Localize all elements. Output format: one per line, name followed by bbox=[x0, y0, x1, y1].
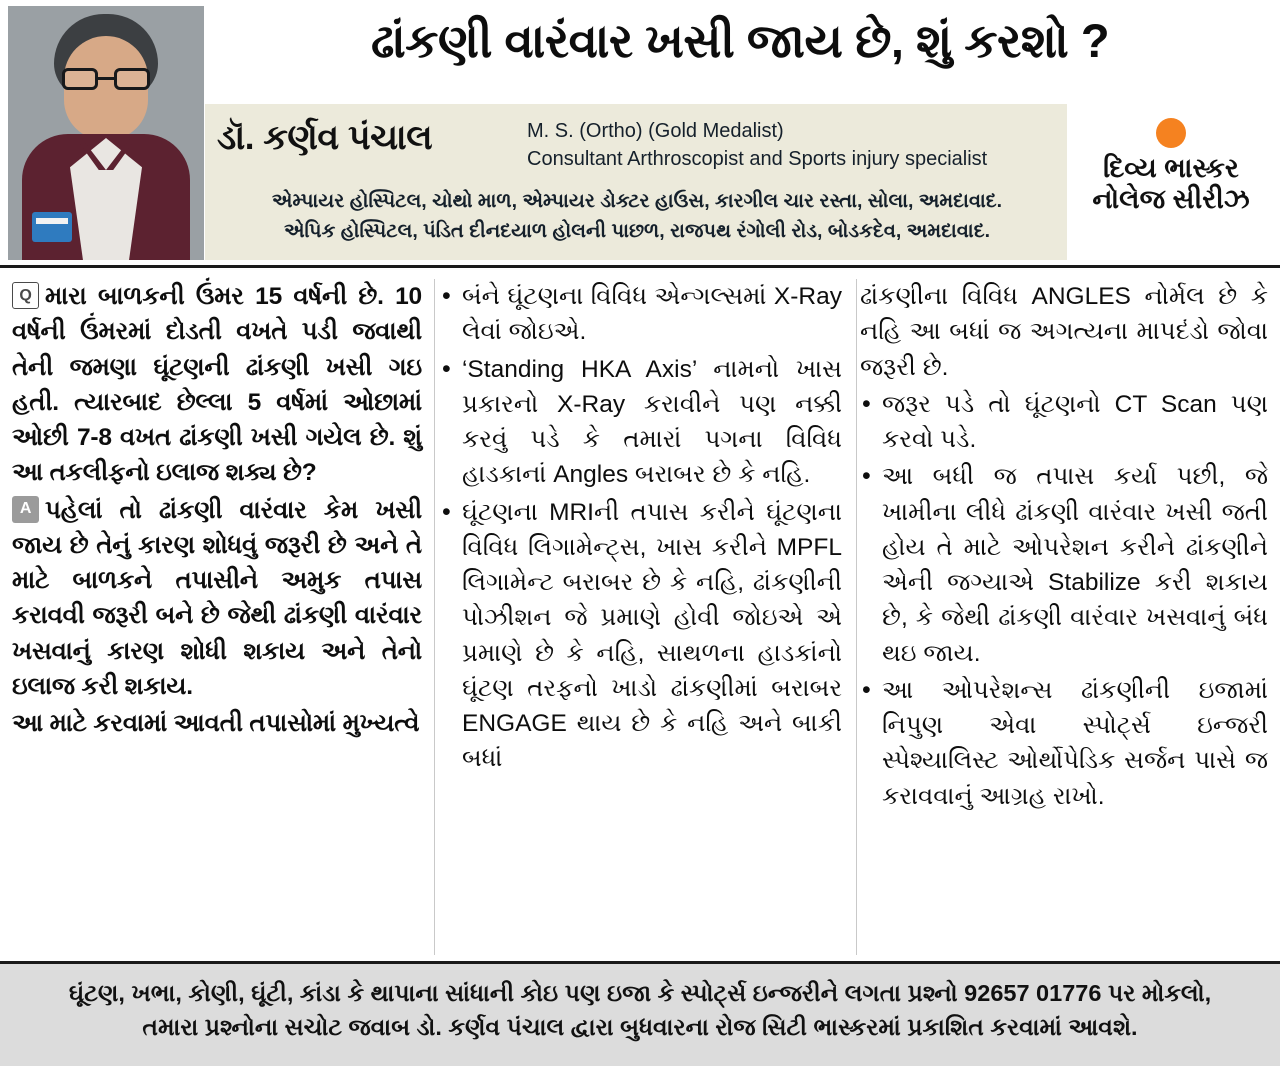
article-header bbox=[0, 0, 1280, 268]
glasses-right-lens bbox=[114, 68, 150, 90]
doctor-credential-degree: M. S. (Ortho) (Gold Medalist) bbox=[527, 120, 784, 142]
answer-badge: A bbox=[12, 496, 39, 523]
clinic-address-line-1: એમ્પાયર હોસ્પિટલ, ચોથો માળ, એમ્પાયર ડોક્ટર હાઉસ, કારગીલ ચાર રસ્તા, સોલા, અમદાવાદ. bbox=[271, 190, 1003, 212]
list-item: • જરૂર પડે તો ઘૂંટણનો CT Scan પણ કરવો પડે. bbox=[860, 387, 1268, 458]
doctor-credential-role: Consultant Arthroscopist and Sports injury specialist bbox=[527, 148, 988, 170]
clinic-address-line-2: એપિક હોસ્પિટલ, પંડિત દીનદયાળ હોલની પાછળ, રાજપથ રંગોલી રોડ, બોડકદેવ, અમદાવાદ. bbox=[283, 220, 991, 242]
list-item: • બંને ઘૂંટણના વિવિધ એન્ગલ્સમાં X-Ray લેવાં જોઇએ. bbox=[440, 279, 842, 350]
doctor-info-band bbox=[205, 104, 1067, 260]
list-item: • ઘૂંટણના MRIની તપાસ કરીને ઘૂંટણના વિવિધ લિગામેન્ટ્સ, ખાસ કરીને MPFL લિગામેન્ટ બરાબર છે કે નહિ, ઢાંકણીની પોઝીશન જે પ્રમાણે હોવી જોઇએ એ પ્રમાણે છે કે નહિ, સાથળના હાડકાંનો ઘૂંટણ તરફનો ખાડો ઢાંકણીમાં બરાબર ENGAGE થાય છે કે નહિ અને બાકી બધાં bbox=[440, 495, 842, 777]
portrait-id-badge-strip bbox=[36, 218, 68, 224]
portrait-id-badge bbox=[32, 212, 72, 242]
article-column-2 bbox=[440, 279, 842, 961]
publication-brand bbox=[1072, 118, 1270, 215]
list-item: • આ બધી જ તપાસ કર્યા પછી, જે ખામીના લીધે ઢાંકણી વારંવાર ખસી જતી હોય તે માટે ઓપરેશન કરીને ઢાંકણીને એની જગ્યાએ Stabilize કરી શકાય છે, કે જેથી ઢાંકણી વારંવાર ખસવાનું બંધ થઇ જાય. bbox=[860, 459, 1268, 671]
list-item: • આ ઓપરેશન્સ ઢાંકણીની ઇજામાં નિપુણ એવા સ્પોર્ટ્સ ઇન્જરી સ્પેશ્યાલિસ્ટ ઓર્થોપેડિક સર્જન પાસે જ કરાવવાનું આગ્રહ રાખો. bbox=[860, 673, 1268, 814]
portrait-glasses bbox=[62, 68, 150, 90]
list-item: ઢાંકણીના વિવિધ ANGLES નોર્મલ છે કે નહિ આ બધાં જ અગત્યના માપદંડો જોવા જરૂરી છે. bbox=[860, 283, 1268, 381]
glasses-left-lens bbox=[62, 68, 98, 90]
answer-paragraph bbox=[12, 493, 422, 705]
page-title: ઢાંકણી વારંવાર ખસી જાય છે, શું કરશો ? bbox=[370, 14, 1110, 67]
answer-paragraph-2: આ માટે કરવામાં આવતી તપાસોમાં મુખ્યત્વે bbox=[12, 710, 420, 738]
bullet-list-column-2 bbox=[440, 279, 842, 777]
question-badge: Q bbox=[12, 282, 39, 309]
question-text: મારા બાળકની ઉંમર 15 વર્ષની છે. 10 વર્ષની ઉંમરમાં દોડતી વખતે પડી જવાથી તેની જમણા ઘૂંટણની ઢાંકણી ખસી ગઇ હતી. ત્યારબાદ છેલ્લા 5 વર્ષમાં ઓછામાં ઓછી 7-8 વખત ઢાંકણી ખસી ગયેલ છે. શું આ તકલીફનો ઇલાજ શક્ય છે? bbox=[12, 283, 422, 487]
article-footer bbox=[0, 961, 1280, 1066]
footer-line-1: ઘૂંટણ, ખભા, કોણી, ઘૂંટી, કાંડા કે થાપાના સાંધાની કોઇ પણ ઇજા કે સ્પોર્ટ્સ ઇન્જરીને લગતા પ્રશ્નો 92657 01776 પર મોકલો, bbox=[68, 980, 1212, 1006]
article-column-3 bbox=[860, 279, 1268, 961]
sun-icon bbox=[1156, 118, 1186, 148]
doctor-name: ડૉ. કર્ણવ પંચાલ bbox=[217, 118, 433, 157]
list-item: • ‘Standing HKA Axis’ નામનો ખાસ પ્રકારનો X-Ray કરાવીને પણ નક્કી કરવું પડે કે તમારાં પગના વિવિધ હાડકાનાં Angles બરાબર છે કે નહિ. bbox=[440, 352, 842, 493]
article-body bbox=[0, 271, 1280, 961]
article-column-1 bbox=[12, 279, 422, 961]
brand-name: દિવ્ય ભાસ્કર bbox=[1103, 153, 1239, 183]
bullet-list-column-3 bbox=[860, 279, 1268, 814]
doctor-photo bbox=[8, 6, 204, 260]
question-paragraph bbox=[12, 279, 422, 491]
glasses-bridge bbox=[98, 77, 114, 80]
brand-series-name: નોલેજ સીરીઝ bbox=[1092, 183, 1250, 214]
footer-line-2: તમારા પ્રશ્નોના સચોટ જવાબ ડો. કર્ણવ પંચાલ દ્વારા બુધવારના રોજ સિટી ભાસ્કરમાં પ્રકાશિત કરવામાં આવશે. bbox=[142, 1014, 1138, 1041]
answer-text: પહેલાં તો ઢાંકણી વારંવાર કેમ ખસી જાય છે તેનું કારણ શોધવું જરૂરી છે અને તે માટે બાળકને તપાસીને અમુક તપાસ કરાવવી જરૂરી બને છે જેથી ઢાંકણી વારંવાર ખસવાનું કારણ શોધી શકાય અને તેનો ઇલાજ કરી શકાય. bbox=[12, 496, 422, 700]
